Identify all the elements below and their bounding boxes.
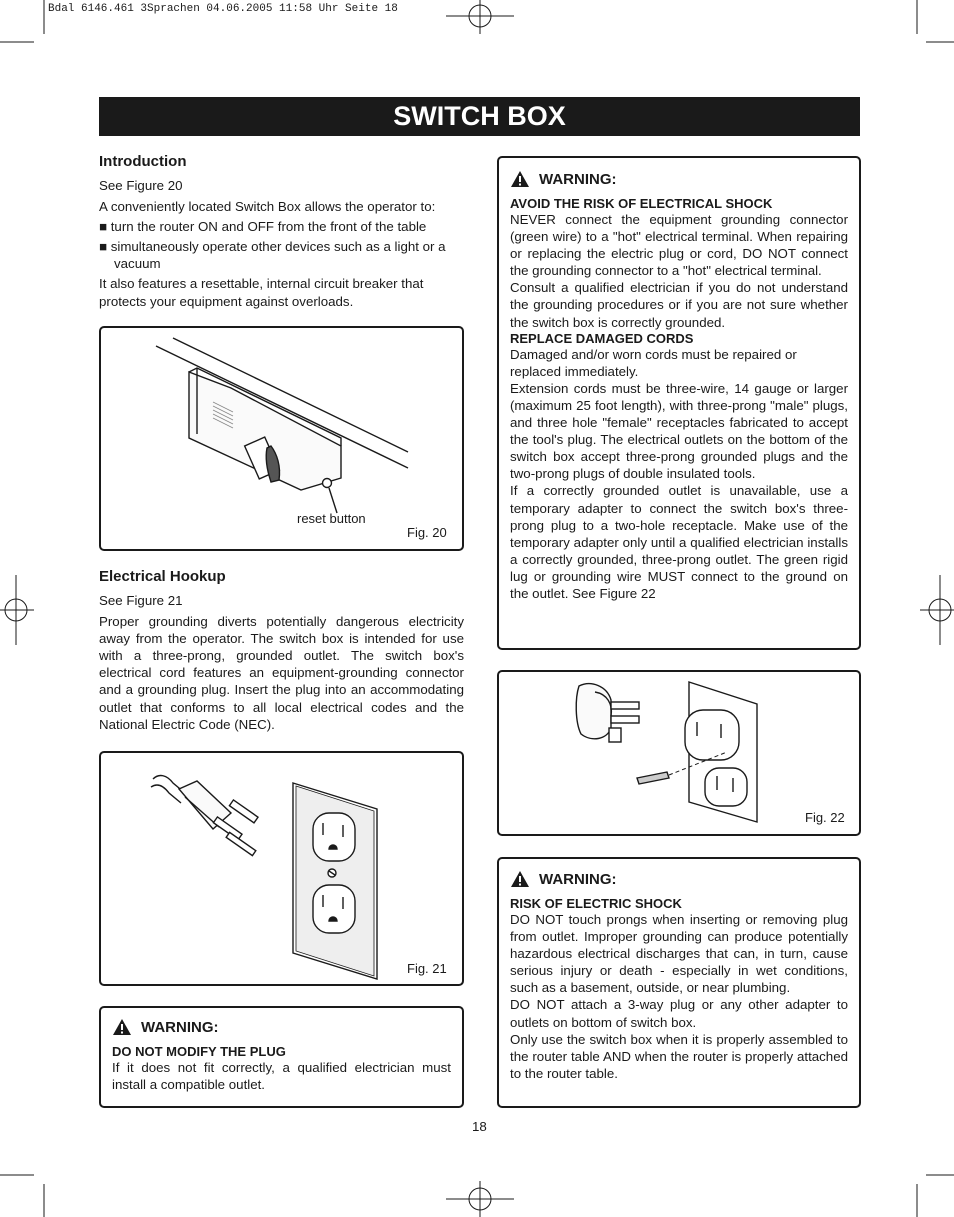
figure-21-label: Fig. 21	[407, 961, 447, 976]
warning-title: WARNING:	[539, 170, 617, 188]
warning-text: If it does not fit correctly, a qualified electrician must install a compatible outlet.	[112, 1060, 451, 1093]
intro-section	[99, 153, 465, 310]
intro-see-figure: See Figure 20	[99, 178, 183, 193]
warning-paragraph: If a correctly grounded outlet is unavailable, use a temporary adapter to connect the switch box's three-prong plug to a two-hole receptacle. Make use of the temporary adapter only until a qualified electrician installs a correctly grounded, three-prong outlet. The green rigid lug or grounding wire MUST connect to the ground on the outlet. See Figure 22	[510, 483, 848, 601]
plug-and-outlet-illustration	[101, 753, 462, 984]
warning-modify-plug	[99, 1006, 464, 1108]
figure-22-label: Fig. 22	[805, 810, 845, 825]
warning-triangle-icon	[510, 870, 530, 888]
hookup-heading: Electrical Hookup	[99, 568, 226, 585]
warning-paragraph: DO NOT attach a 3-way plug or any other adapter to outlets on bottom of switch box.	[510, 997, 848, 1030]
warning-title: WARNING:	[539, 870, 617, 888]
warning-paragraph: Damaged and/or worn cords must be repaired or replaced immediately.	[510, 346, 797, 379]
warning-risk-electric-shock	[497, 857, 861, 1108]
figure-21	[99, 751, 464, 986]
hookup-see-figure: See Figure 21	[99, 593, 183, 608]
figure-20	[99, 326, 464, 551]
warning-paragraph: Only use the switch box when it is properly assembled to the router table AND when the router is properly attached to the router table.	[510, 1031, 848, 1081]
intro-closing: It also features a resettable, internal circuit breaker that protects your equipment against overloads.	[99, 276, 424, 309]
switch-box-illustration	[101, 328, 462, 549]
warning-paragraph: Consult a qualified electrician if you do not understand the grounding procedures or if you are not sure whether the switch box is correctly grounded.	[510, 280, 848, 330]
figure-22	[497, 670, 861, 836]
warning-title: WARNING:	[141, 1018, 219, 1036]
warning-paragraph: Extension cords must be three-wire, 14 gauge or larger (maximum 25 foot length), with three-prong "male" plugs, and three hole "female" receptacles fabricated to accept the tool's plug. The electrical outlets on the bottom of the switch box accept three-prong grounded plugs and the two-prong plugs of double insulated tools.	[510, 380, 848, 482]
warning-paragraph: NEVER connect the equipment grounding connector (green wire) to a "hot" electrical terminal. When repairing or replacing the electric plug or cord, DO NOT connect the grounding connector to a "hot" electrical terminal.	[510, 212, 848, 279]
warning-header	[510, 870, 848, 888]
warning-triangle-icon	[510, 170, 530, 188]
intro-bullet-item: ■ turn the router ON and OFF from the front of the table	[99, 219, 427, 235]
reset-button-callout: reset button	[297, 511, 366, 526]
warning-subhead: RISK OF ELECTRIC SHOCK	[510, 896, 682, 911]
warning-electrical-shock	[497, 156, 861, 650]
warning-subhead: AVOID THE RISK OF ELECTRICAL SHOCK	[510, 196, 773, 211]
hookup-section	[99, 568, 464, 733]
warning-header	[510, 170, 848, 188]
warning-header	[112, 1018, 451, 1036]
intro-lead: A conveniently located Switch Box allows the operator to:	[99, 199, 436, 215]
intro-heading: Introduction	[99, 153, 187, 170]
page-title: SWITCH BOX	[99, 97, 860, 136]
intro-bullet-item: ■ simultaneously operate other devices such as a light or a vacuum	[99, 239, 446, 272]
warning-subhead: DO NOT MODIFY THE PLUG	[112, 1044, 286, 1059]
page-number: 18	[472, 1119, 487, 1134]
warning-triangle-icon	[112, 1018, 132, 1036]
printer-slug: Bdal 6146.461 3Sprachen 04.06.2005 11:58 Uhr Seite 18	[48, 3, 398, 15]
warning-subhead: REPLACE DAMAGED CORDS	[510, 330, 694, 346]
figure-20-label: Fig. 20	[407, 525, 447, 540]
hookup-paragraph: Proper grounding diverts potentially dangerous electricity away from the operator. The switch box is intended for use with a three-prong, grounded outlet. The switch box's electrical cord features an equipment-grounding connector and a grounding plug. Insert the plug into an accommodating outlet that conforms to all local electrical codes and the National Electric Code (NEC).	[99, 614, 464, 732]
warning-paragraph: DO NOT touch prongs when inserting or removing plug from outlet. Improper grounding can produce potentially hazardous electrical discharges that can, in turn, cause serious injury or death - especially in wet conditions, such as a basement, outside, or near plumbing.	[510, 912, 848, 996]
